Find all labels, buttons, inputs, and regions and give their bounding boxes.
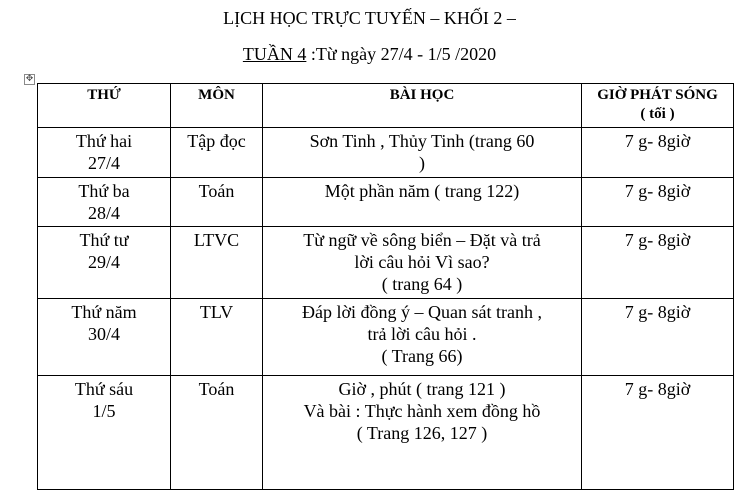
table-header-row xyxy=(38,84,734,128)
day-name: Thứ năm xyxy=(71,302,137,322)
subject-cell: Tập đọc xyxy=(171,128,263,178)
lesson-line: Và bài : Thực hành xem đồng hồ xyxy=(303,401,541,421)
schedule-table xyxy=(37,83,734,490)
time-cell: 7 g- 8giờ xyxy=(582,376,734,490)
day-cell xyxy=(38,299,171,376)
lesson-line: Sơn Tinh , Thủy Tinh (trang 60 xyxy=(309,131,535,151)
week-label: TUẦN 4 xyxy=(242,44,307,64)
day-date: 29/4 xyxy=(87,252,120,272)
lesson-cell xyxy=(263,178,582,227)
lesson-line: ) xyxy=(419,153,425,173)
table-row xyxy=(38,299,734,376)
day-cell xyxy=(38,227,171,299)
lesson-line: Giờ , phút ( trang 121 ) xyxy=(338,379,506,399)
lesson-cell xyxy=(263,128,582,178)
day-date: 28/4 xyxy=(87,203,120,223)
header-broadcast-line2: ( tối ) xyxy=(640,106,675,122)
day-cell xyxy=(38,376,171,490)
header-broadcast-time xyxy=(582,84,734,128)
table-row xyxy=(38,227,734,299)
header-lesson: BÀI HỌC xyxy=(263,84,582,128)
lesson-line: lời câu hỏi Vì sao? xyxy=(354,252,490,272)
day-cell xyxy=(38,178,171,227)
subject-cell: TLV xyxy=(171,299,263,376)
time-cell: 7 g- 8giờ xyxy=(582,299,734,376)
header-subject: MÔN xyxy=(171,84,263,128)
lesson-line: ( Trang 126, 127 ) xyxy=(356,423,488,443)
table-row xyxy=(38,178,734,227)
date-range: :Từ ngày 27/4 - 1/5 /2020 xyxy=(306,44,497,64)
day-date: 1/5 xyxy=(92,401,116,421)
day-name: Thứ sáu xyxy=(74,379,134,399)
lesson-line: trả lời câu hỏi . xyxy=(367,324,477,344)
day-name: Thứ hai xyxy=(75,131,133,151)
document-title xyxy=(0,8,739,29)
subject-cell: Toán xyxy=(171,178,263,227)
day-name: Thứ ba xyxy=(78,181,130,201)
lesson-cell xyxy=(263,299,582,376)
day-date: 30/4 xyxy=(87,324,120,344)
lesson-line: Đáp lời đồng ý – Quan sát tranh , xyxy=(302,302,542,322)
day-name: Thứ tư xyxy=(79,230,129,250)
header-day: THỨ xyxy=(38,84,171,128)
lesson-line: ( trang 64 ) xyxy=(381,274,463,294)
lesson-cell xyxy=(263,227,582,299)
header-broadcast-line1: GIỜ PHÁT SÓNG xyxy=(597,87,718,103)
time-cell: 7 g- 8giờ xyxy=(582,128,734,178)
day-date: 27/4 xyxy=(87,153,120,173)
time-cell: 7 g- 8giờ xyxy=(582,227,734,299)
subject-cell: LTVC xyxy=(171,227,263,299)
subject-cell: Toán xyxy=(171,376,263,490)
table-row xyxy=(38,128,734,178)
day-cell xyxy=(38,128,171,178)
title-line-1: LỊCH HỌC TRỰC TUYẾN – KHỐI 2 – xyxy=(223,8,516,28)
lesson-cell xyxy=(263,376,582,490)
document-subtitle xyxy=(0,44,739,65)
lesson-line: ( Trang 66) xyxy=(381,346,463,366)
lesson-line: Từ ngữ về sông biển – Đặt và trả xyxy=(303,230,541,250)
lesson-line: Một phần năm ( trang 122) xyxy=(324,181,520,201)
time-cell: 7 g- 8giờ xyxy=(582,178,734,227)
table-row xyxy=(38,376,734,490)
table-move-handle-icon[interactable]: ✥ xyxy=(25,74,34,84)
